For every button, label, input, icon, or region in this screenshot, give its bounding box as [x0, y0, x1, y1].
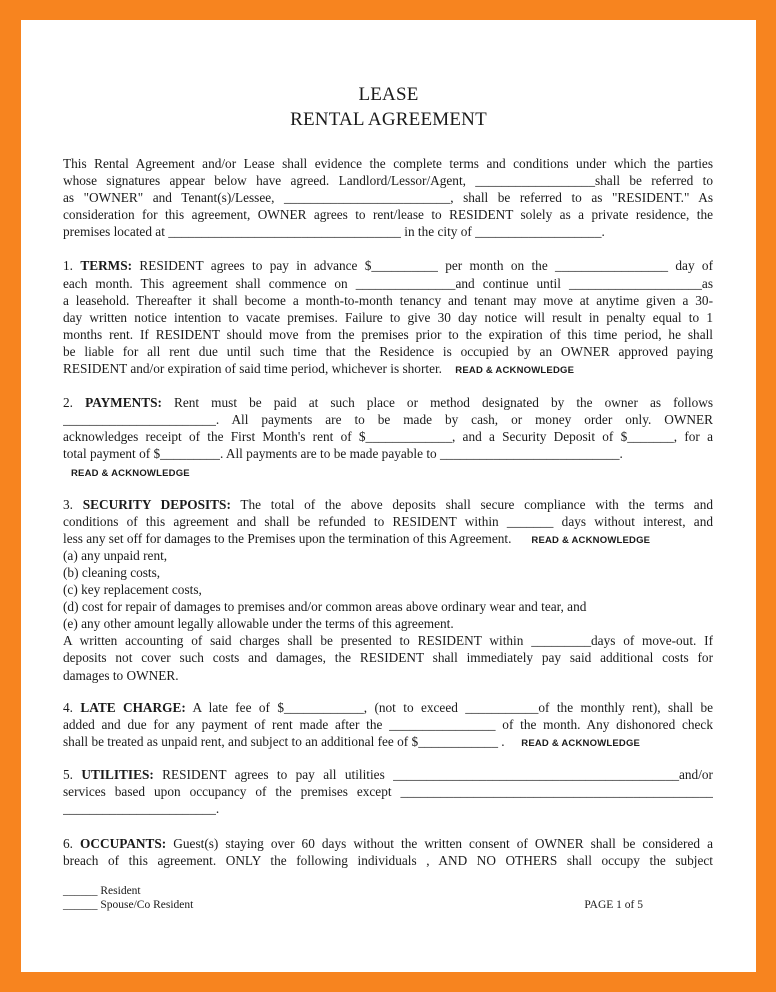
section-payments	[63, 394, 713, 479]
section-number: 6.	[63, 836, 73, 852]
document-page	[21, 20, 756, 972]
section-line: acknowledges receipt of the First Month's rent of $_____________, and a Security Deposit of $_______, for a	[63, 429, 713, 445]
intro-line: as "OWNER" and Tenant(s)/Lessee, _________________________, shall be referred to as "RESIDENT." As	[63, 190, 713, 206]
section-occupants	[63, 835, 713, 869]
section-line: total payment of $_________. All payments are to be made payable to ___________________________.	[63, 446, 623, 462]
section-line: A late fee of $____________, (not to exceed ___________of the monthly rent), shall be	[192, 699, 713, 715]
section-terms	[63, 257, 713, 377]
section-line: _______________________. All payments are to be made by cash, or money order only. OWNER	[63, 412, 713, 428]
list-item: (c) key replacement costs,	[63, 582, 202, 598]
section-heading: PAYMENTS:	[85, 395, 162, 411]
section-utilities	[63, 766, 713, 817]
list-item: (e) any other amount legally allowable under the terms of this agreement.	[63, 616, 454, 632]
list-item: (b) cleaning costs,	[63, 564, 161, 580]
section-line: added and due for any payment of rent made after the ________________ of the month. Any dishonored check	[63, 716, 713, 732]
intro-paragraph	[63, 155, 713, 240]
section-line: A written accounting of said charges shall be presented to RESIDENT within _________days of move-out. If	[63, 633, 713, 649]
section-number: 3.	[63, 496, 73, 512]
section-heading: UTILITIES:	[81, 766, 154, 782]
section-line: be liable for all rent due until such time that the Residence is occupied by an OWNER approved paying	[63, 343, 713, 359]
resident-initials-line: ______ Resident	[63, 885, 141, 897]
read-acknowledge-label: READ & ACKNOWLEDGE	[71, 467, 190, 479]
section-heading: LATE CHARGE:	[80, 699, 186, 715]
section-line: services based upon occupancy of the premises except _______________________________________________	[63, 784, 713, 799]
section-line: breach of this agreement. ONLY the following individuals , AND NO OTHERS shall occupy the subject	[63, 853, 713, 869]
spouse-initials-line: ______ Spouse/Co Resident	[63, 899, 194, 911]
intro-line: whose signatures appear below have agreed. Landlord/Lessor/Agent, __________________shall be referred to	[63, 173, 713, 189]
intro-line: consideration for this agreement, OWNER agrees to rent/lease to RESIDENT solely as a private residence, the	[63, 207, 713, 223]
section-security-deposits	[63, 496, 713, 684]
list-item: (d) cost for repair of damages to premises and/or common areas above ordinary wear and tear, and	[63, 599, 587, 615]
section-heading: OCCUPANTS:	[80, 836, 167, 852]
read-acknowledge-label: READ & ACKNOWLEDGE	[455, 365, 575, 377]
section-late-charge	[63, 699, 713, 750]
section-line: Guest(s) staying over 60 days without the written consent of OWNER shall be considered a	[173, 836, 713, 852]
intro-line: premises located at ___________________________________ in the city of ___________________.	[63, 224, 605, 240]
list-item: (a) any unpaid rent,	[63, 547, 168, 563]
section-line: _______________________.	[63, 801, 220, 817]
document-title-rental-agreement: RENTAL AGREEMENT	[290, 109, 487, 130]
section-line: a leasehold. Thereafter it shall become a month-to-month tenancy and tenant may move at anytime given a 30-	[63, 292, 713, 308]
intro-line: This Rental Agreement and/or Lease shall evidence the complete terms and conditions under which the parties	[63, 156, 713, 171]
section-line: months rent. If RESIDENT should move from the premises prior to the expiration of this time period, he shall	[63, 326, 713, 342]
section-line: less any set off for damages to the Premises upon the termination of this Agreement.	[63, 530, 512, 546]
section-line: The total of the above deposits shall secure compliance with the terms and	[240, 496, 713, 512]
section-number: 1.	[63, 258, 73, 274]
section-line: RESIDENT agrees to pay all utilities ___________________________________________and/or	[162, 766, 713, 782]
page-number: PAGE 1 of 5	[584, 899, 643, 911]
section-heading: TERMS:	[80, 258, 133, 274]
section-line: damages to OWNER.	[63, 667, 179, 683]
section-line: RESIDENT agrees to pay in advance $__________ per month on the _________________ day of	[139, 258, 713, 274]
section-number: 2.	[63, 395, 73, 411]
section-number: 4.	[63, 699, 73, 715]
section-line: each month. This agreement shall commence on _______________and continue until ____________________as	[63, 275, 713, 291]
section-line: RESIDENT and/or expiration of said time period, whichever is shorter.	[63, 361, 442, 377]
section-line: shall be treated as unpaid rent, and subject to an additional fee of $____________ .	[63, 733, 505, 749]
section-number: 5.	[63, 766, 73, 782]
section-heading: SECURITY DEPOSITS:	[82, 496, 231, 512]
read-acknowledge-label: READ & ACKNOWLEDGE	[531, 534, 651, 546]
section-line: deposits not cover such costs and damages, the RESIDENT shall immediately pay said additional costs for	[63, 650, 713, 666]
section-line: Rent must be paid at such place or method designated by the owner as follows	[173, 395, 713, 411]
document-title-lease: LEASE	[358, 84, 419, 105]
document-body	[63, 155, 713, 869]
section-line: conditions of this agreement and shall be refunded to RESIDENT within _______ days without interest, and	[63, 513, 713, 529]
read-acknowledge-label: READ & ACKNOWLEDGE	[521, 737, 641, 749]
page-footer	[63, 884, 643, 912]
section-line: day written notice intention to vacate premises. Failure to give 30 day notice will result in penalty equal to 1	[63, 309, 713, 325]
